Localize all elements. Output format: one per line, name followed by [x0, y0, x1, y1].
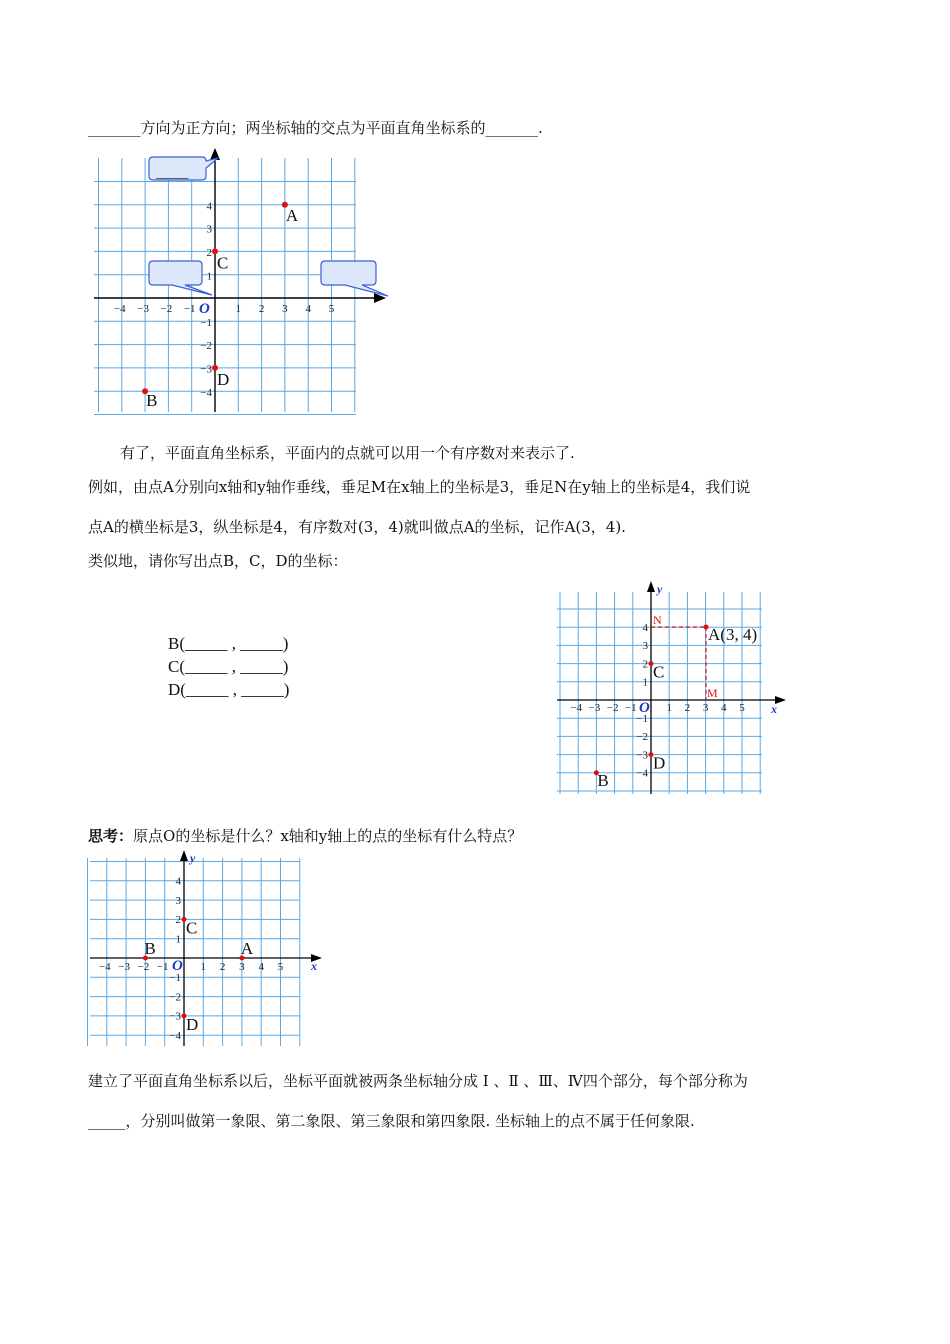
x-tick-labels — [99, 961, 284, 973]
y-tick-label: 4 — [175, 875, 181, 888]
x-tick-label: −2 — [137, 961, 150, 973]
x-tick-label: 5 — [277, 961, 284, 973]
x-tick-label: −2 — [160, 303, 173, 315]
y-tick-label: 4 — [642, 622, 648, 634]
x-tick-label: 4 — [258, 961, 264, 973]
y-tick-label: 3 — [206, 223, 212, 236]
x-tick-label: −2 — [606, 702, 619, 714]
x-axis-label: x — [311, 959, 317, 973]
paragraph-quadrants-1: 建立了平面直角坐标系以后，坐标平面就被两条坐标轴分成 Ⅰ 、Ⅱ 、Ⅲ、Ⅳ四个部分，每个部分称为 — [88, 1072, 748, 1090]
y-tick-label: −2 — [200, 340, 212, 353]
x-tick-label: 1 — [235, 303, 242, 315]
x-tick-label: 5 — [328, 303, 335, 315]
y-tick-labels — [200, 200, 212, 398]
y-tick-label: 2 — [175, 914, 181, 927]
paragraph-example-2: 点A的横坐标是3，纵坐标是4，有序数对(3，4)就叫做点A的坐标，记作A(3，4). — [88, 518, 626, 536]
y-tick-label: −1 — [200, 316, 212, 329]
point-a-label: A — [285, 205, 299, 225]
x-tick-label: 3 — [239, 961, 245, 973]
point-a-label: A — [240, 939, 254, 958]
point-c-label: C — [653, 662, 665, 682]
coord-blank-c: C(_____ , _____) — [168, 657, 289, 676]
points — [594, 661, 665, 790]
point-b-label: B — [597, 770, 609, 790]
y-axis-arrow-icon — [180, 850, 188, 861]
point-d-label: D — [186, 1014, 199, 1034]
y-tick-label: −2 — [636, 731, 648, 744]
point-b-label: B — [144, 939, 156, 958]
y-tick-label: −4 — [200, 386, 212, 399]
y-tick-label: −2 — [169, 991, 181, 1004]
y-tick-label: −1 — [169, 972, 181, 985]
x-tick-label: −1 — [183, 303, 196, 315]
coord-blank-b: B(_____ , _____) — [168, 634, 289, 653]
x-tick-label: 2 — [258, 303, 265, 315]
x-tick-label: 4 — [305, 303, 311, 315]
axes — [90, 850, 322, 1046]
x-tick-labels — [114, 303, 335, 315]
x-tick-label: −3 — [118, 961, 130, 973]
x-tick-label: −4 — [98, 961, 111, 973]
think-text: 原点O的坐标是什么？x轴和y轴上的点的坐标有什么特点？ — [133, 827, 523, 845]
x-tick-label: 2 — [684, 702, 691, 714]
origin-label: O — [639, 700, 650, 716]
y-tick-label: −4 — [636, 767, 648, 780]
think-label: 思考： — [88, 827, 134, 845]
point-c-label: C — [186, 918, 198, 938]
point-c-label: C — [217, 253, 229, 273]
x-tick-label: 3 — [282, 303, 288, 315]
x-tick-label: −3 — [137, 303, 149, 315]
x-tick-label: −4 — [570, 702, 583, 714]
point-a-label: A(3, 4) — [708, 625, 758, 644]
think-line — [88, 826, 522, 846]
y-tick-label: 2 — [642, 658, 648, 671]
bubble-left — [149, 261, 212, 295]
y-tick-label: −4 — [169, 1030, 181, 1042]
y-tick-label: 2 — [206, 246, 212, 259]
point-b-label: B — [146, 391, 158, 411]
axes — [557, 581, 786, 794]
y-tick-label: 3 — [175, 894, 181, 907]
y-tick-label: 1 — [642, 676, 648, 689]
figure-1-coordinate-plane — [84, 146, 394, 418]
m-label: M — [707, 686, 718, 700]
point-d-label: D — [217, 369, 230, 389]
origin-label: O — [172, 958, 183, 974]
origin-label: O — [199, 301, 210, 317]
x-axis-label: x — [771, 702, 777, 716]
paragraph-quadrants-2: _____，分别叫做第一象限、第二象限、第三象限和第四象限. 坐标轴上的点不属于任何象限. — [88, 1112, 695, 1130]
point-d-label: D — [653, 753, 666, 773]
y-tick-label: 1 — [175, 933, 181, 946]
n-label: N — [653, 613, 662, 627]
x-tick-label: 4 — [721, 702, 727, 714]
y-axis-label: y — [190, 851, 196, 865]
fill-blank-line-1: _______方向为正方向；两坐标轴的交点为平面直角坐标系的_______. — [88, 119, 543, 137]
y-tick-label: 3 — [642, 640, 648, 653]
paragraph-similarly: 类似地，请你写出点B，C，D的坐标： — [88, 552, 348, 570]
x-tick-labels — [570, 702, 745, 714]
paragraph-ordered-pair: 有了，平面直角坐标系，平面内的点就可以用一个有序数对来表示了. — [120, 444, 575, 462]
coord-blank-d: D(_____ , _____) — [168, 680, 290, 699]
y-tick-label: 1 — [206, 270, 212, 283]
bubble-top-blank: _____ — [156, 165, 189, 180]
x-tick-label: −4 — [113, 303, 126, 315]
figure-3-coordinate-plane — [86, 846, 328, 1050]
figure-2-coordinate-plane — [553, 578, 793, 796]
y-axis-label: y — [657, 582, 663, 596]
x-tick-label: −3 — [588, 702, 601, 714]
x-tick-label: 3 — [702, 702, 709, 714]
y-axis-arrow-icon — [647, 581, 655, 592]
y-tick-label: −3 — [200, 363, 212, 376]
y-tick-label: −3 — [636, 749, 648, 762]
x-tick-label: 1 — [666, 702, 672, 714]
x-tick-label: 1 — [200, 961, 207, 973]
y-tick-label: −1 — [636, 713, 648, 725]
y-tick-label: −3 — [169, 1010, 181, 1023]
x-tick-label: 5 — [739, 702, 745, 714]
x-tick-label: −1 — [624, 702, 637, 714]
y-tick-label: 4 — [206, 200, 212, 213]
paragraph-example-1: 例如，由点A分别向x轴和y轴作垂线，垂足M在x轴上的坐标是3，垂足N在y轴上的坐标是4，我们说 — [88, 478, 751, 496]
x-tick-label: −1 — [156, 961, 169, 973]
x-tick-label: 2 — [219, 961, 226, 973]
